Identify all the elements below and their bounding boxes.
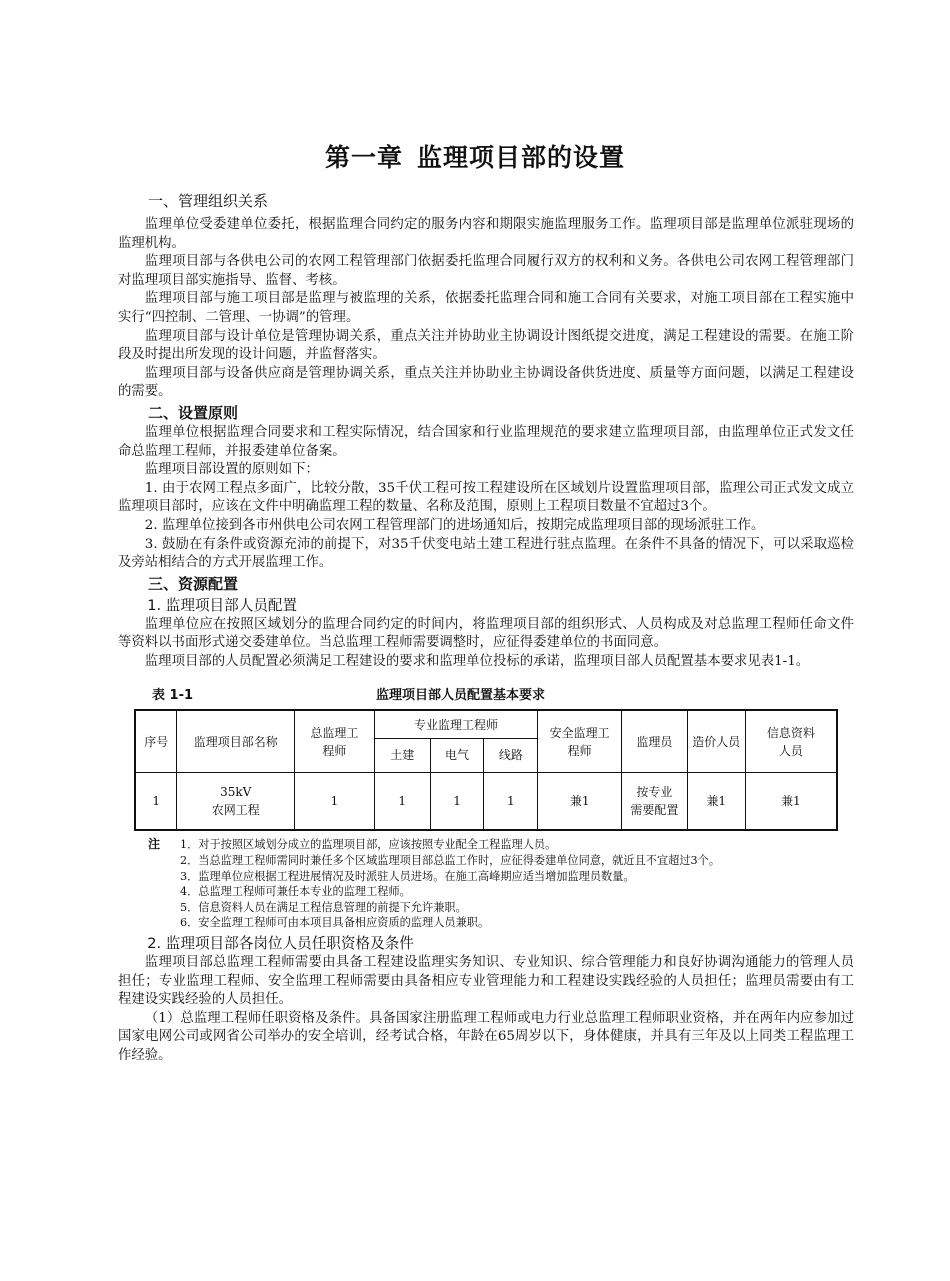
note-item: 2．当总监理工程师需同时兼任多个区域监理项目部总监工作时，应征得委建单位同意，就近且不宜超过3个。 [180,854,721,868]
cell-civil: 1 [374,772,430,830]
header-line: 线路 [484,738,538,772]
header-supervisor: 监理员 [622,710,688,772]
header-chief: 总监理工程师 [295,710,375,772]
paragraph: 监理项目部总监理工程师需要由具备工程建设监理实务知识、专业知识、综合管理能力和良好协调沟通能力的管理人员担任；专业监理工程师、安全监理工程师需要由具备相应专业管理能力和工程建设实践经验的人员担任；监理员需要由有工程建设实践经验的人员担任。 [118,955,854,1008]
note-item: 4．总监理工程师可兼任本专业的监理工程师。 [180,885,411,899]
table-label: 表 1-1 [152,688,194,704]
staffing-table [134,709,838,831]
section-heading-2: 二、设置原则 [148,403,239,422]
cell-supervisor-line2: 需要配置 [630,803,679,818]
subsection-heading-2: 2. 监理项目部各岗位人员任职资格及条件 [147,935,414,953]
chapter-number: 第一章 [324,143,403,172]
header-civil: 土建 [374,738,430,772]
note-item: 6．安全监理工程师可由本项目具备相应资质的监理人员兼职。 [180,916,490,930]
paragraph: 监理单位受委建单位委托，根据监理合同约定的服务内容和期限实施监理服务工作。监理项目部是监理单位派驻现场的监理机构。 [118,217,854,251]
paragraph: 监理单位应在按照区域划分的监理合同约定的时间内，将监理项目部的组织形式、人员构成及对总监理工程师任命文件等资料以书面形式递交委建单位。当总监理工程师需要调整时，应征得委建单位的书面同意。 [118,616,854,651]
paragraph: 监理单位根据监理合同要求和工程实际情况，结合国家和行业监理规范的要求建立监理项目部，由监理单位正式发文任命总监理工程师，并报委建单位备案。 [118,424,854,459]
table-caption [118,685,854,707]
paragraph: 1. 由于农网工程点多面广，比较分散，35千伏工程可按工程建设所在区域划片设置监理项目部，监理公司正式发文成立监理项目部时，应该在文件中明确监理工程的数量、名称及范围，原则上工程项目数量不宜超过3个。 [118,480,854,515]
cell-cost: 兼1 [687,772,745,830]
header-name: 监理项目部名称 [177,710,295,772]
header-safety: 安全监理工程师 [538,710,622,772]
cell-supervisor-line1: 按专业 [636,785,673,800]
section-heading-1: 一、管理组织关系 [148,192,269,210]
table-title: 监理项目部人员配置基本要求 [376,688,546,704]
chapter-name: 监理项目部的设置 [417,143,626,172]
header-specialty: 专业监理工程师 [374,710,537,738]
note-item: 1．对于按照区域划分成立的监理项目部，应该按照专业配全工程监理人员。 [180,838,557,852]
cell-seq: 1 [135,772,177,830]
cell-name-line1: 35kV [220,785,252,800]
cell-info: 兼1 [745,772,837,830]
notes-label: 注 [148,837,161,852]
table-row [135,772,837,830]
paragraph: 3. 鼓励在有条件或资源充沛的前提下，对35千伏变电站土建工程进行驻点监理。在条件不具备的情况下，可以采取巡检及旁站相结合的方式开展监理工作。 [118,536,854,571]
paragraph: 2. 监理单位接到各市州供电公司农网工程管理部门的进场通知后，按期完成监理项目部的现场派驻工作。 [144,517,765,533]
paragraph: 监理项目部与各供电公司的农网工程管理部门依据委托监理合同履行双方的权利和义务。各供电公司农网工程管理部门对监理项目部实施指导、监督、考核。 [118,254,854,288]
header-cost: 造价人员 [687,710,745,772]
chapter-title [0,138,950,174]
note-item: 3．监理单位应根据工程进展情况及时派驻人员进场。在施工高峰期应适当增加监理员数量。 [180,869,635,883]
note-item: 5．信息资料人员在满足工程信息管理的前提下允许兼职。 [180,900,467,914]
header-seq: 序号 [135,710,177,772]
paragraph: （1）总监理工程师任职资格及条件。具备国家注册监理工程师或电力行业总监理工程师职业资格，并在两年内应参加过国家电网公司或网省公司举办的安全培训，经考试合格，年龄在65周岁以下，身体健康，并具有三年及以上同类工程监理工作经验。 [118,1010,854,1063]
header-info: 信息资料人员 [745,710,837,772]
cell-name [177,772,295,830]
table-notes [118,837,854,931]
cell-line: 1 [484,772,538,830]
header-electric: 电气 [430,738,484,772]
paragraph: 监理项目部的人员配置必须满足工程建设的要求和监理单位投标的承诺，监理项目部人员配置基本要求见表1-1。 [144,653,810,669]
paragraph: 监理项目部与施工项目部是监理与被监理的关系，依据委托监理合同和施工合同有关要求，对施工项目部在工程实施中实行“四控制、二管理、一协调”的管理。 [118,291,854,325]
cell-chief: 1 [295,772,375,830]
section-heading-3: 三、资源配置 [148,574,239,593]
subsection-heading-1: 1. 监理项目部人员配置 [147,596,298,614]
cell-electric: 1 [430,772,484,830]
paragraph: 监理项目部与设计单位是管理协调关系，重点关注并协助业主协调设计图纸提交进度，满足工程建设的需要。在施工阶段及时提出所发现的设计问题，并监督落实。 [118,328,854,363]
cell-name-line2: 农网工程 [211,803,260,818]
document-body [118,190,854,1066]
cell-safety: 兼1 [538,772,622,830]
paragraph: 监理项目部与设备供应商是管理协调关系，重点关注并协助业主协调设备供货进度、质量等方面问题，以满足工程建设的需要。 [118,365,854,400]
cell-supervisor [622,772,688,830]
paragraph: 监理项目部设置的原则如下： [144,462,319,478]
